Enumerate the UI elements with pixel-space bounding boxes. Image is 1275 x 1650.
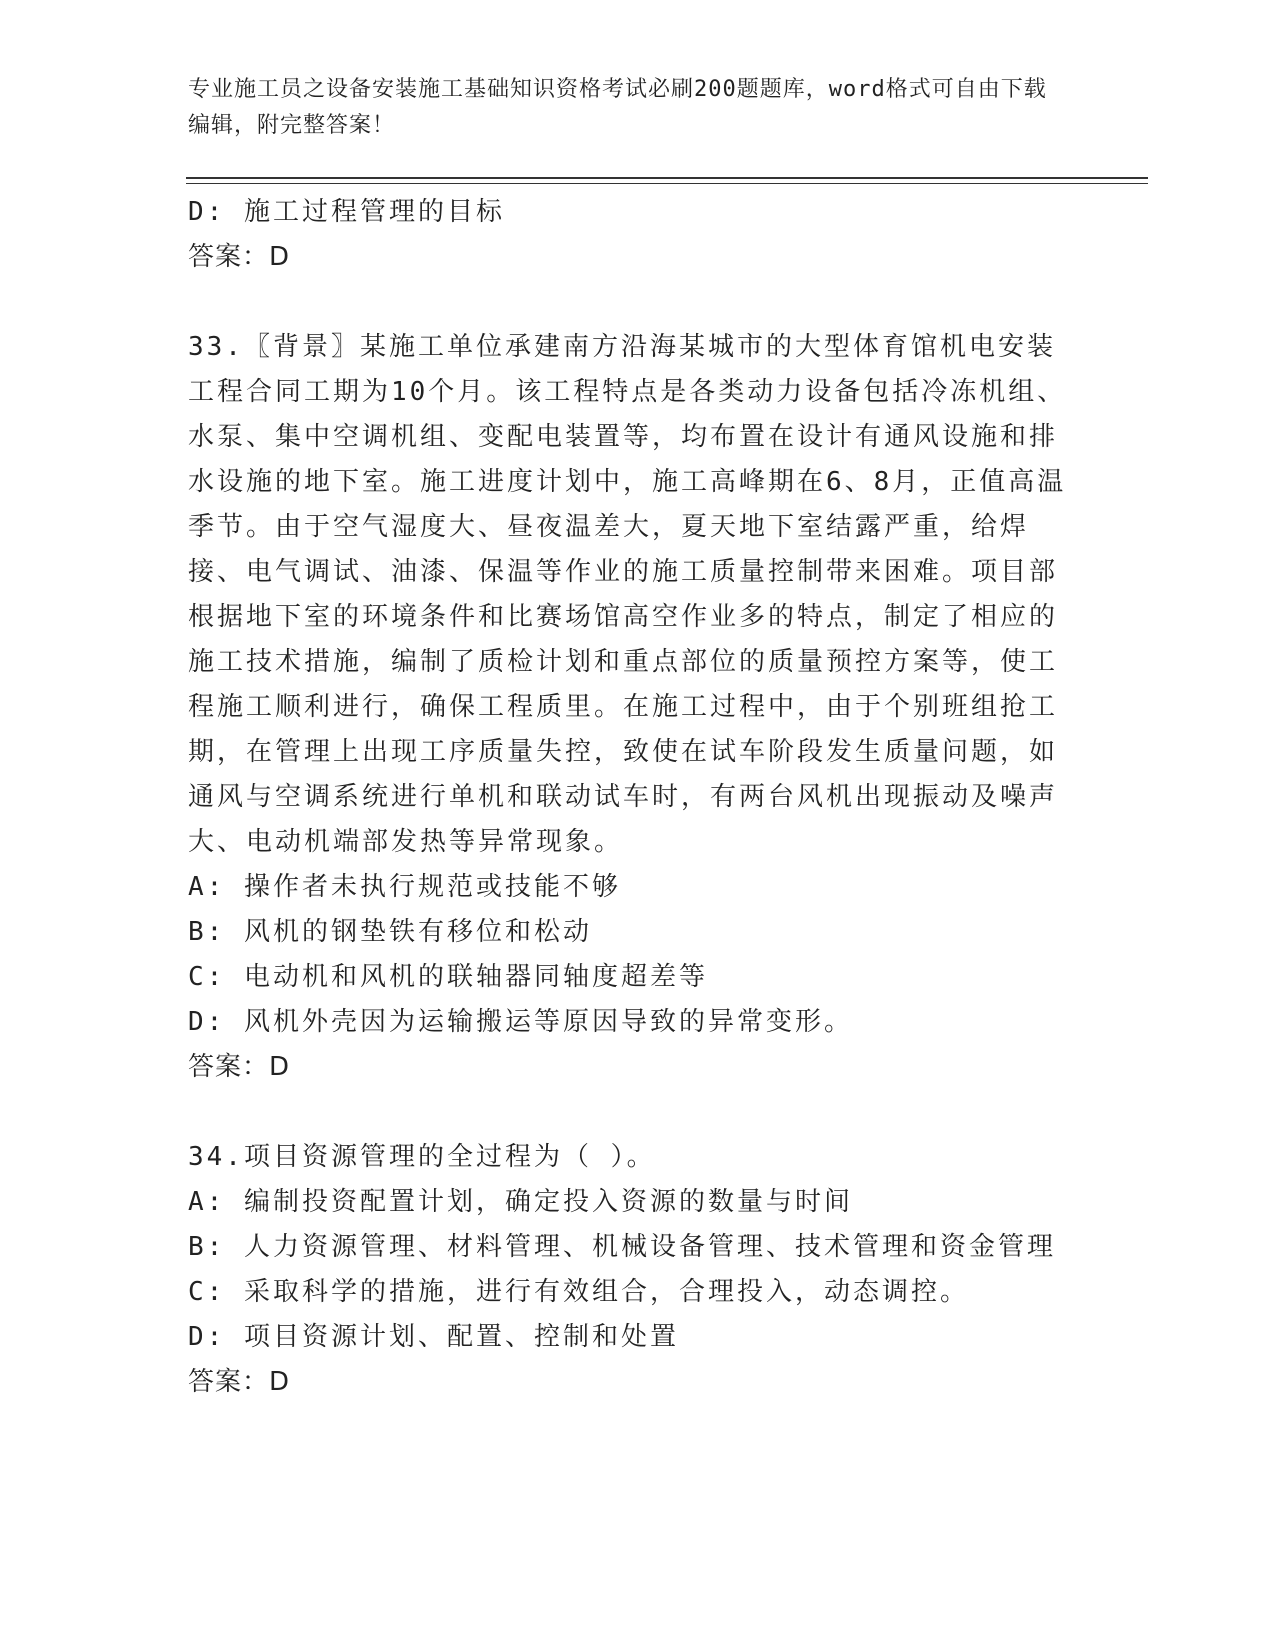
spacer <box>188 1090 1068 1135</box>
q33-option-b: B: 风机的钢垫铁有移位和松动 <box>188 917 592 947</box>
header-divider-thick <box>186 177 1148 179</box>
q33-answer: 答案：D <box>188 1052 291 1082</box>
q34-option-b: B: 人力资源管理、材料管理、机械设备管理、技术管理和资金管理 <box>188 1232 1056 1262</box>
q33-option-c: C: 电动机和风机的联轴器同轴度超差等 <box>188 962 708 992</box>
q34-option-d: D: 项目资源计划、配置、控制和处置 <box>188 1322 679 1352</box>
question-content <box>188 190 1068 1405</box>
q32-answer: 答案：D <box>188 242 291 272</box>
spacer <box>188 280 1068 325</box>
q33-option-d: D: 风机外壳因为运输搬运等原因导致的异常变形。 <box>188 1007 853 1037</box>
q33-stem: 33.〖背景〗某施工单位承建南方沿海某城市的大型体育馆机电安装工程合同工期为10个月。该工程特点是各类动力设备包括冷冻机组、水泵、集中空调机组、变配电装置等，均布置在设计有通风设施和排水设施的地下室。施工进度计划中，施工高峰期在6、8月，正值高温季节。由于空气湿度大、昼夜温差大，夏天地下室结露严重，给焊接、电气调试、油漆、保温等作业的施工质量控制带来困难。项目部根据地下室的环境条件和比赛场馆高空作业多的特点，制定了相应的施工技术措施，编制了质检计划和重点部位的质量预控方案等，使工程施工顺利进行，确保工程质里。在施工过程中，由于个别班组抢工期，在管理上出现工序质量失控，致使在试车阶段发生质量问题，如通风与空调系统进行单机和联动试车时，有两台风机出现振动及噪声大、电动机端部发热等异常现象。 <box>188 332 1067 857</box>
q32-option-d: D: 施工过程管理的目标 <box>188 197 505 227</box>
document-header: 专业施工员之设备安装施工基础知识资格考试必刷200题题库，word格式可自由下载编辑，附完整答案！ <box>188 77 1047 138</box>
q33-option-a: A: 操作者未执行规范或技能不够 <box>188 872 621 902</box>
header-divider-thin <box>186 183 1148 184</box>
q34-option-c: C: 采取科学的措施，进行有效组合，合理投入，动态调控。 <box>188 1277 969 1307</box>
q34-stem: 34.项目资源管理的全过程为（ ）。 <box>188 1142 656 1172</box>
q34-option-a: A: 编制投资配置计划，确定投入资源的数量与时间 <box>188 1187 853 1217</box>
q34-answer: 答案：D <box>188 1367 291 1397</box>
